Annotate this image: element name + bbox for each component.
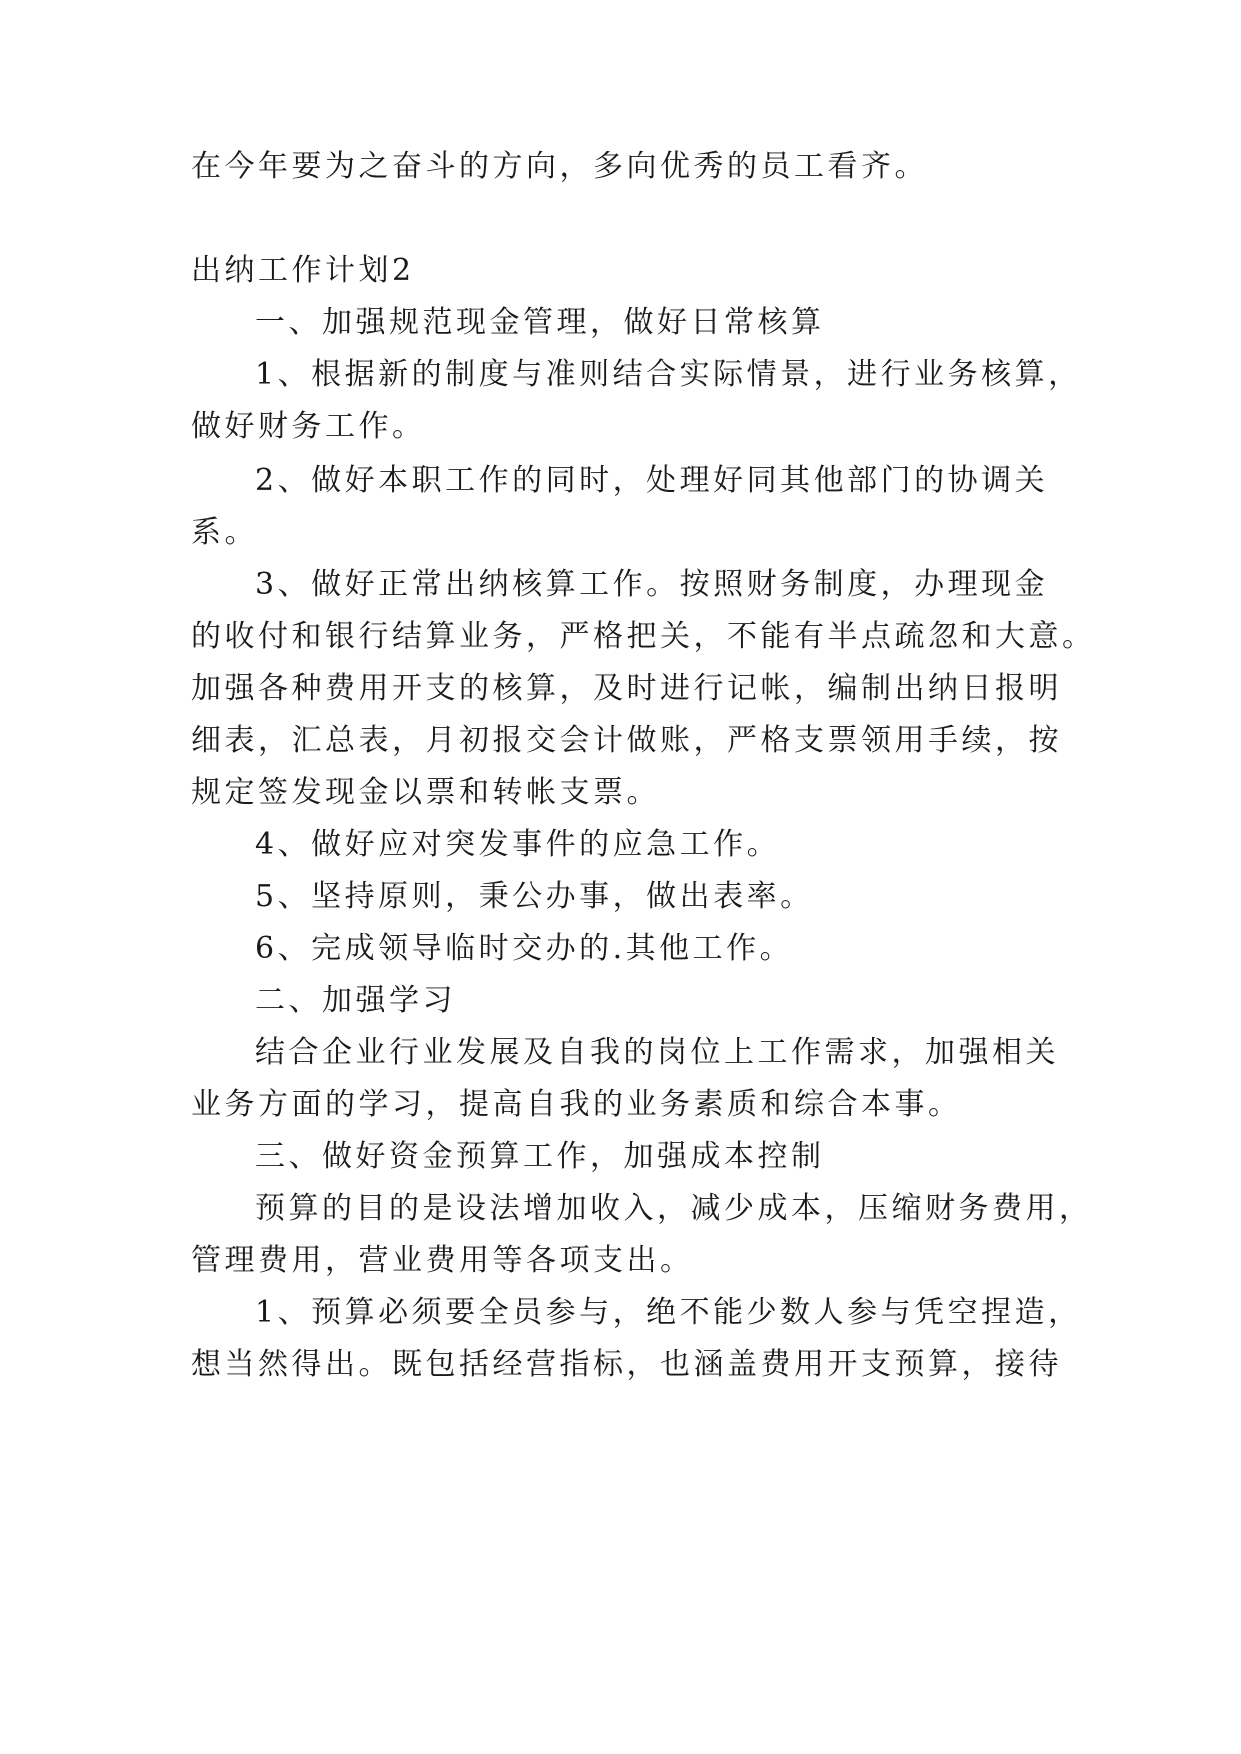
paragraph-line: 做好财务工作。 [191,409,426,444]
paragraph-line: 5、坚持原则，秉公办事，做出表率。 [255,879,814,914]
paragraph-line: 系。 [191,515,258,550]
section-heading: 一、加强规范现金管理，做好日常核算 [255,305,825,340]
paragraph-line: 2、做好本职工作的同时，处理好同其他部门的协调关 [255,463,1049,498]
paragraph-line: 加强各种费用开支的核算，及时进行记帐，编制出纳日报明 [191,671,1062,706]
paragraph-line: 的收付和银行结算业务，严格把关，不能有半点疏忽和大意。 [191,619,1096,654]
section-heading: 二、加强学习 [255,983,456,1018]
paragraph-line: 1、预算必须要全员参与，绝不能少数人参与凭空捏造， [255,1295,1082,1330]
paragraph-line: 想当然得出。既包括经营指标，也涵盖费用开支预算，接待 [191,1347,1062,1382]
paragraph-line: 在今年要为之奋斗的方向，多向优秀的员工看齐。 [191,149,928,184]
paragraph-line: 管理费用，营业费用等各项支出。 [191,1243,694,1278]
paragraph-line: 6、完成领导临时交办的.其他工作。 [255,931,794,966]
section-heading: 三、做好资金预算工作，加强成本控制 [255,1139,825,1174]
section-title: 出纳工作计划2 [191,253,415,288]
paragraph-line: 4、做好应对突发事件的应急工作。 [255,827,781,862]
paragraph-line: 规定签发现金以票和转帐支票。 [191,775,660,810]
paragraph-line: 细表，汇总表，月初报交会计做账，严格支票领用手续，按 [191,723,1062,758]
paragraph-line: 结合企业行业发展及自我的岗位上工作需求，加强相关 [255,1035,1059,1070]
paragraph-line: 业务方面的学习，提高自我的业务素质和综合本事。 [191,1087,962,1122]
paragraph-line: 1、根据新的制度与准则结合实际情景，进行业务核算， [255,357,1082,392]
paragraph-line: 预算的目的是设法增加收入，减少成本，压缩财务费用， [255,1191,1093,1226]
paragraph-line: 3、做好正常出纳核算工作。按照财务制度，办理现金 [255,567,1049,602]
